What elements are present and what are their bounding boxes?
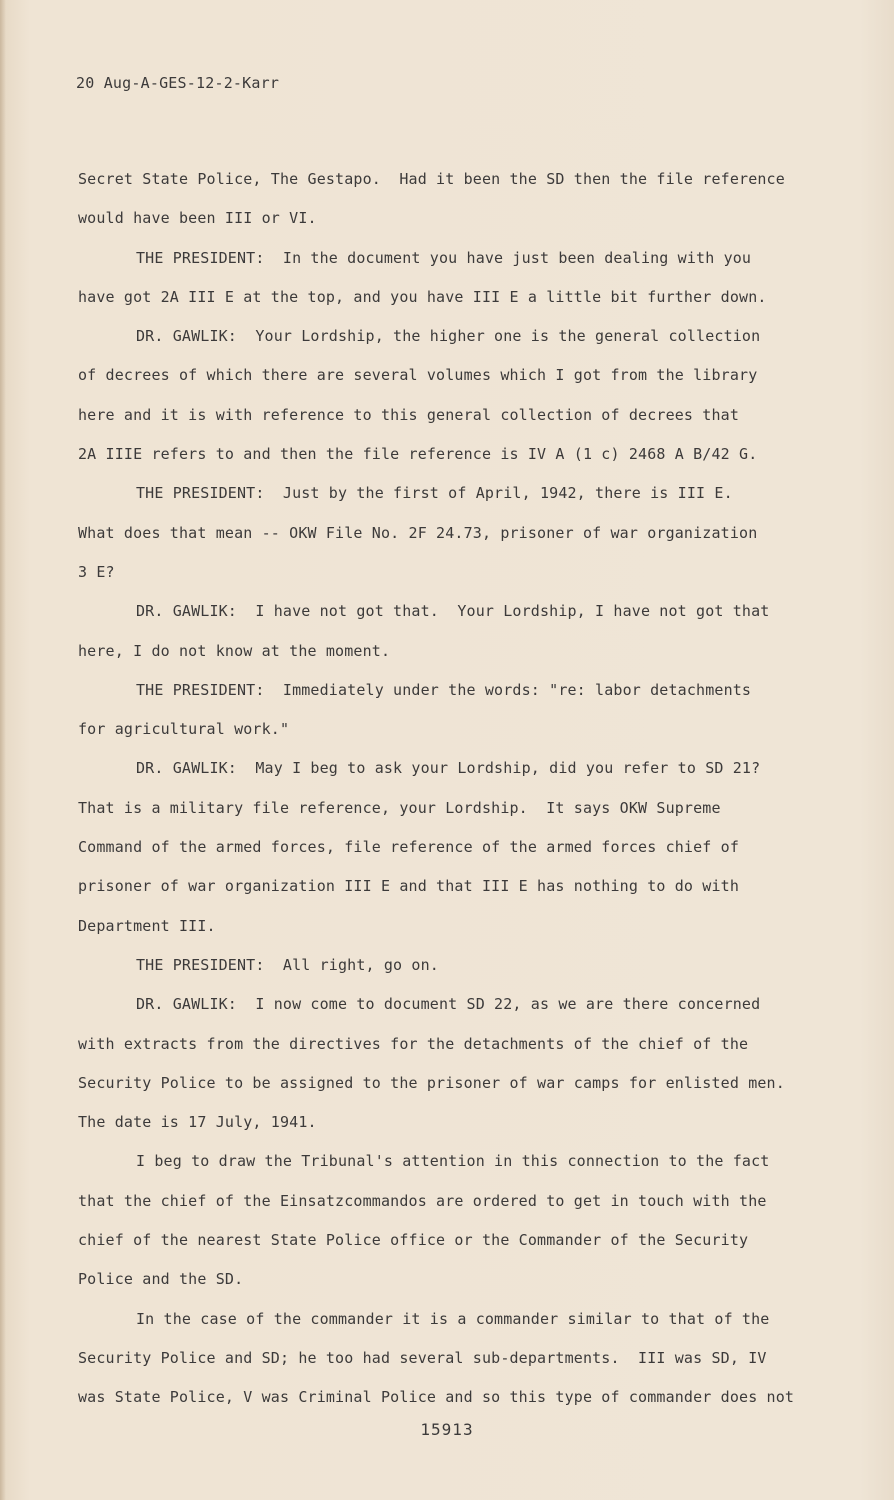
transcript-line: of decrees of which there are several volumes which I got from the library <box>78 366 758 385</box>
transcript-line: THE PRESIDENT: In the document you have just been dealing with you <box>136 248 752 267</box>
transcript-line: for agricultural work." <box>78 720 290 739</box>
transcript-body <box>78 160 838 1418</box>
transcript-line: THE PRESIDENT: All right, go on. <box>136 955 439 974</box>
transcript-line: have got 2A III E at the top, and you have III E a little bit further down. <box>78 287 767 306</box>
transcript-line: Security Police to be assigned to the prisoner of war camps for enlisted men. <box>78 1073 785 1092</box>
transcript-line: DR. GAWLIK: I now come to document SD 22, as we are there concerned <box>136 995 761 1014</box>
transcript-line: here, I do not know at the moment. <box>78 641 391 660</box>
transcript-line: 2A IIIE refers to and then the file reference is IV A (1 c) 2468 A B/42 G. <box>78 445 758 464</box>
transcript-line: Police and the SD. <box>78 1270 244 1289</box>
transcript-line: In the case of the commander it is a commander similar to that of the <box>136 1309 770 1328</box>
transcript-line: Security Police and SD; he too had several sub-departments. III was SD, IV <box>78 1348 767 1367</box>
transcript-line: with extracts from the directives for the detachments of the chief of the <box>78 1034 749 1053</box>
page-number: 15913 <box>420 1420 474 1439</box>
transcript-line: Secret State Police, The Gestapo. Had it been the SD then the file reference <box>78 170 785 188</box>
transcript-line: The date is 17 July, 1941. <box>78 1113 317 1132</box>
transcript-line: Department III. <box>78 916 216 935</box>
transcript-line: What does that mean -- OKW File No. 2F 24.73, prisoner of war organization <box>78 523 758 542</box>
paper-edge-shadow <box>0 0 6 1500</box>
transcript-line: THE PRESIDENT: Just by the first of April, 1942, there is III E. <box>136 484 733 503</box>
transcript-line: THE PRESIDENT: Immediately under the words: "re: labor detachments <box>136 680 752 699</box>
transcript-line: DR. GAWLIK: I have not got that. Your Lordship, I have not got that <box>136 602 770 621</box>
document-reference-header: 20 Aug-A-GES-12-2-Karr <box>76 74 280 92</box>
transcript-line: That is a military file reference, your Lordship. It says OKW Supreme <box>78 798 721 817</box>
transcript-line: chief of the nearest State Police office or the Commander of the Security <box>78 1231 749 1250</box>
transcript-line: I beg to draw the Tribunal's attention in this connection to the fact <box>136 1152 770 1171</box>
transcript-line: DR. GAWLIK: Your Lordship, the higher one is the general collection <box>136 327 761 346</box>
transcript-line: would have been III or VI. <box>78 209 317 228</box>
transcript-line: here and it is with reference to this general collection of decrees that <box>78 405 740 424</box>
transcript-line: DR. GAWLIK: May I beg to ask your Lordship, did you refer to SD 21? <box>136 759 761 778</box>
transcript-line: Command of the armed forces, file reference of the armed forces chief of <box>78 838 740 857</box>
transcript-line: that the chief of the Einsatzcommandos are ordered to get in touch with the <box>78 1191 767 1210</box>
transcript-line: 3 E? <box>78 562 115 581</box>
transcript-line: was State Police, V was Criminal Police and so this type of commander does not <box>78 1388 795 1407</box>
transcript-line: prisoner of war organization III E and that III E has nothing to do with <box>78 877 740 896</box>
